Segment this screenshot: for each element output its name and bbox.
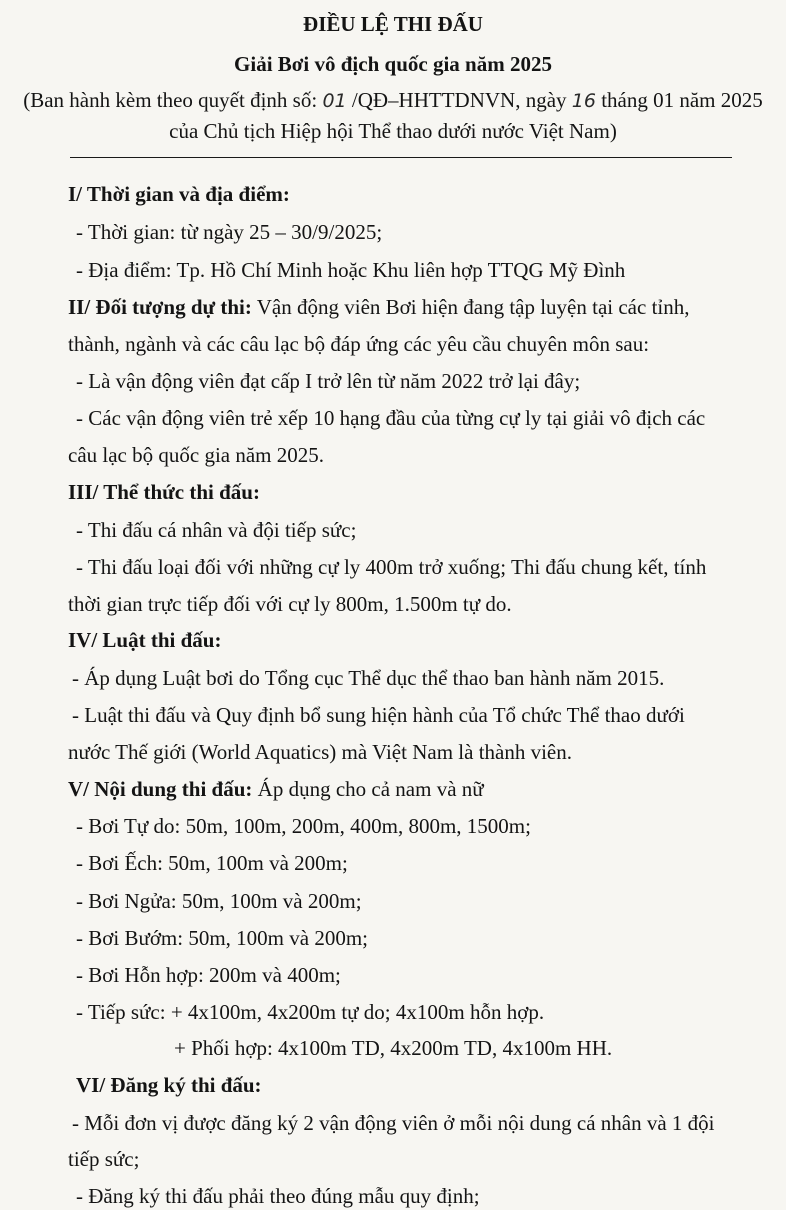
section-5-item: - Bơi Ngửa: 50m, 100m và 200m; — [76, 889, 362, 913]
section-3-item-cont: thời gian trực tiếp đối với cự ly 800m, 1.500m tự do. — [68, 592, 512, 616]
section-5-item: + Phối hợp: 4x100m TD, 4x200m TD, 4x100m HH. — [174, 1036, 613, 1060]
section-2-item: - Là vận động viên đạt cấp I trở lên từ năm 2022 trở lại đây; — [76, 369, 581, 393]
decree-prefix: (Ban hành kèm theo quyết định số: — [23, 88, 318, 112]
section-4-item: - Luật thi đấu và Quy định bổ sung hiện hành của Tổ chức Thể thao dưới — [72, 703, 685, 727]
section-5-lead: Áp dụng cho cả nam và nữ — [257, 777, 484, 801]
decree-suffix: tháng 01 năm 2025 — [601, 88, 763, 112]
section-5-item: - Bơi Hỗn hợp: 200m và 400m; — [76, 963, 341, 987]
section-4-heading: IV/ Luật thi đấu: — [68, 628, 222, 652]
decree-line-1 — [0, 86, 786, 115]
section-4-item: - Áp dụng Luật bơi do Tổng cục Thể dục thể thao ban hành năm 2015. — [72, 666, 665, 690]
section-3-heading: III/ Thể thức thi đấu: — [68, 480, 260, 504]
decree-line-2: của Chủ tịch Hiệp hội Thể thao dưới nước Việt Nam) — [169, 119, 617, 143]
document-title: ĐIỀU LỆ THI ĐẤU — [303, 12, 483, 36]
section-5-item: - Tiếp sức: + 4x100m, 4x200m tự do; 4x100m hỗn hợp. — [76, 1000, 545, 1024]
handwritten-decree-day: 16 — [571, 90, 596, 112]
section-1-item: - Thời gian: từ ngày 25 – 30/9/2025; — [76, 220, 383, 244]
section-6-heading: VI/ Đăng ký thi đấu: — [76, 1073, 262, 1097]
section-3-item: - Thi đấu loại đối với những cự ly 400m trở xuống; Thi đấu chung kết, tính — [76, 555, 707, 579]
header-divider — [70, 157, 732, 158]
section-5-item: - Bơi Bướm: 50m, 100m và 200m; — [76, 926, 369, 950]
section-5-heading: V/ Nội dung thi đấu: — [68, 777, 253, 801]
section-5-lead-line — [68, 775, 484, 803]
section-6-item-cont: tiếp sức; — [68, 1147, 140, 1171]
section-5-item: - Bơi Tự do: 50m, 100m, 200m, 400m, 800m, 1500m; — [76, 814, 531, 838]
document-subtitle: Giải Bơi vô địch quốc gia năm 2025 — [234, 52, 552, 76]
decree-middle: /QĐ–HHTTDNVN, ngày — [351, 88, 567, 112]
section-2-lead-line — [68, 293, 690, 321]
section-3-item: - Thi đấu cá nhân và đội tiếp sức; — [76, 518, 357, 542]
section-2-lead-cont: thành, ngành và các câu lạc bộ đáp ứng các yêu cầu chuyên môn sau: — [68, 332, 650, 356]
section-2-heading: II/ Đối tượng dự thi: — [68, 295, 252, 319]
section-2-item: - Các vận động viên trẻ xếp 10 hạng đầu của từng cự ly tại giải vô địch các — [76, 406, 706, 430]
section-2-item-cont: câu lạc bộ quốc gia năm 2025. — [68, 443, 324, 467]
section-6-item: - Mỗi đơn vị được đăng ký 2 vận động viên ở mỗi nội dung cá nhân và 1 đội — [72, 1111, 715, 1135]
section-5-item: - Bơi Ếch: 50m, 100m và 200m; — [76, 851, 348, 875]
section-1-heading: I/ Thời gian và địa điểm: — [68, 182, 290, 206]
handwritten-decree-number: 01 — [322, 90, 347, 112]
section-6-item: - Đăng ký thi đấu phải theo đúng mẫu quy định; — [76, 1184, 480, 1208]
section-4-item-cont: nước Thế giới (World Aquatics) mà Việt Nam là thành viên. — [68, 740, 572, 764]
section-2-lead: Vận động viên Bơi hiện đang tập luyện tại các tỉnh, — [256, 295, 690, 319]
section-1-item: - Địa điểm: Tp. Hồ Chí Minh hoặc Khu liên hợp TTQG Mỹ Đình — [76, 258, 626, 282]
